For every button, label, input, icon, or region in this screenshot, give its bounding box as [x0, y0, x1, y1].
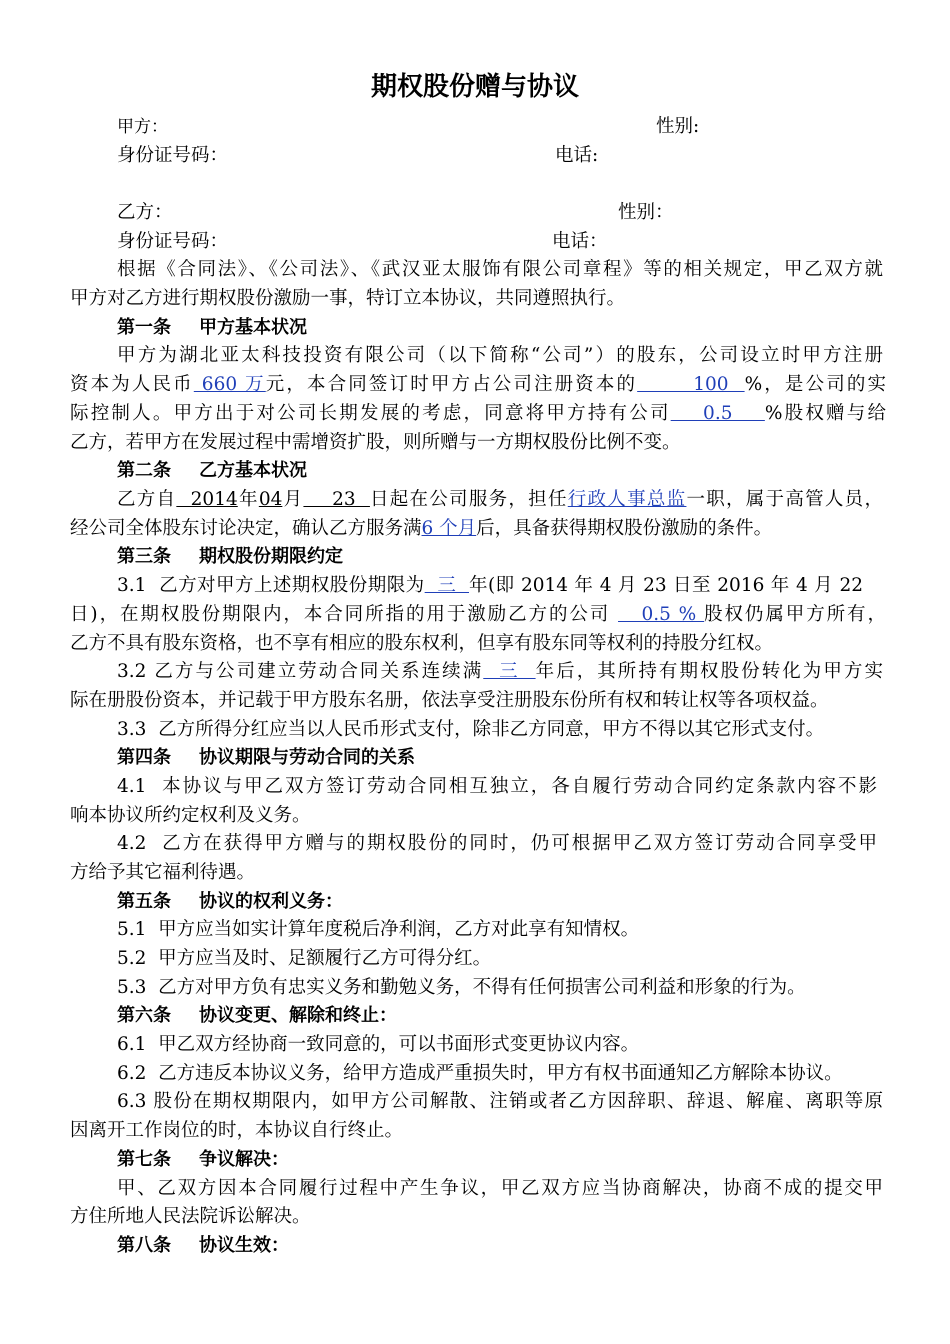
- share-percent-value: 100: [637, 374, 745, 395]
- article-2-title: 乙方基本状况: [199, 460, 307, 481]
- article-4-1-line-2: 响本协议所约定权利及义务。: [70, 805, 311, 826]
- article-3-1-text-b: 年(即 2014 年 4 月 23 日至 2016 年 4 月 22: [469, 575, 863, 596]
- article-1-line-3: [70, 400, 886, 428]
- article-2-l1-text-d: 日起在公司服务，担任: [369, 489, 568, 510]
- article-7-number: 第七条: [117, 1149, 171, 1170]
- article-7-line-1: 甲、乙双方因本合同履行过程中产生争议，甲乙双方应当协商解决，协商不成的提交甲: [117, 1178, 883, 1199]
- article-8-number: 第八条: [117, 1235, 171, 1256]
- article-7-heading: [117, 1146, 289, 1174]
- article-6-1: 6.1 甲乙双方经协商一致同意的，可以书面形式变更协议内容。: [117, 1034, 640, 1055]
- article-5-3: 5.3 乙方对甲方负有忠实义务和勤勉义务，不得有任何损害公司利益和形象的行为。: [117, 977, 806, 998]
- article-3-1-l2-text-a: 日)，在期权股份期限内，本合同所指的用于激励乙方的公司: [70, 604, 619, 625]
- article-2-l2-text-b: 后，具备获得期权股份激励的条件。: [476, 518, 773, 539]
- article-4-2-line-1: 4.2 乙方在获得甲方赠与的期权股份的同时，仍可根据甲乙双方签订劳动合同享受甲: [117, 833, 877, 854]
- start-year-value: 2014: [176, 489, 238, 510]
- article-6-3-line-1: 6.3 股份在期权期限内，如甲方公司解散、注销或者乙方因辞职、辞退、解雇、离职等原: [117, 1091, 883, 1112]
- article-6-3-line-2: 因离开工作岗位的时，本协议自行终止。: [70, 1120, 404, 1141]
- article-2-number: 第二条: [117, 460, 171, 481]
- party-a-label: 甲方：: [117, 117, 168, 137]
- article-3-2-text-b: 年后，其所持有期权股份转化为甲方实: [535, 661, 883, 682]
- article-8-heading: [117, 1232, 289, 1260]
- article-5-number: 第五条: [117, 891, 171, 912]
- article-2-l2-text-a: 经公司全体股东讨论决定，确认乙方服务满: [70, 518, 422, 539]
- article-3-1-l2-text-b: 股权仍属甲方所有，: [704, 604, 886, 625]
- article-6-heading: [117, 1002, 397, 1030]
- article-3-title: 期权股份期限约定: [199, 546, 343, 567]
- article-4-heading: [117, 744, 415, 772]
- party-b-gender-label: 性别：: [618, 202, 674, 223]
- article-1-l2-text-a: 资本为人民币: [70, 374, 194, 395]
- article-3-number: 第三条: [117, 546, 171, 567]
- article-1-number: 第一条: [117, 317, 171, 338]
- service-period-value: 6 个月: [421, 518, 477, 539]
- party-b-id-label: 身份证号码：: [117, 231, 229, 252]
- article-3-1-line-1: [117, 572, 863, 600]
- article-7-line-2: 方住所地人民法院诉讼解决。: [70, 1206, 311, 1227]
- article-1-line-1: 甲方为湖北亚太科技投资有限公司（以下简称“公司”）的股东，公司设立时甲方注册: [117, 345, 883, 366]
- article-1-title: 甲方基本状况: [199, 317, 307, 338]
- article-3-heading: [117, 543, 343, 571]
- article-3-2-text-a: 3.2 乙方与公司建立劳动合同关系连续满: [117, 661, 484, 682]
- article-7-title: 争议解决：: [199, 1149, 289, 1170]
- article-2-line-2: [70, 515, 772, 543]
- start-month-value: 04: [258, 489, 283, 510]
- article-2-l1-text-a: 乙方自: [117, 489, 177, 510]
- article-5-heading: [117, 888, 343, 916]
- incentive-percent-value: 0.5 %: [618, 604, 705, 625]
- article-5-1: 5.1 甲方应当如实计算年度税后净利润，乙方对此享有知情权。: [117, 919, 640, 940]
- party-a-gender-label: 性别:: [656, 116, 700, 137]
- article-6-2: 6.2 乙方违反本协议义务，给甲方造成严重损失时，甲方有权书面通知乙方解除本协议。: [117, 1063, 843, 1084]
- article-5-title: 协议的权利义务：: [199, 891, 343, 912]
- option-term-value: 三: [424, 575, 469, 596]
- document-title: 期权股份赠与协议: [370, 72, 579, 102]
- article-1-l3-text-a: 际控制人。甲方出于对公司长期发展的考虑，同意将甲方持有公司: [70, 403, 671, 424]
- preamble-line-1: 根据《合同法》、《公司法》、《武汉亚太服饰有限公司章程》等的相关规定，甲乙双方就: [117, 259, 883, 280]
- article-8-title: 协议生效：: [199, 1235, 289, 1256]
- article-3-1-line-2: [70, 601, 886, 629]
- party-a-phone-label: 电话:: [555, 145, 599, 166]
- party-a-id-label: 身份证号码：: [117, 145, 229, 166]
- registered-capital-value: 660 万: [193, 374, 266, 395]
- article-3-1-line-3: 乙方不具有股东资格，也不享有相应的股东权利，但享有股东同等权利的持股分红权。: [70, 633, 774, 654]
- article-6-title: 协议变更、解除和终止：: [199, 1005, 397, 1026]
- party-b-label: 乙方：: [117, 202, 173, 223]
- position-value: 行政人事总监: [567, 489, 687, 510]
- preamble-line-2: 甲方对乙方进行期权股份激励一事，特订立本协议，共同遵照执行。: [70, 288, 626, 309]
- article-1-l3-text-b: %股权赠与给: [764, 403, 886, 424]
- labor-term-value: 三: [483, 661, 536, 682]
- article-2-line-1: [117, 486, 883, 514]
- year-unit: 年: [237, 489, 259, 510]
- article-1-heading: [117, 314, 307, 342]
- article-3-3: 3.3 乙方所得分红应当以人民币形式支付，除非乙方同意，甲方不得以其它形式支付。: [117, 719, 825, 740]
- article-1-l2-text-c: %，是公司的实: [744, 374, 886, 395]
- article-4-2-line-2: 方给予其它福利待遇。: [70, 862, 256, 883]
- month-unit: 月: [282, 489, 304, 510]
- article-5-2: 5.2 甲方应当及时、足额履行乙方可得分红。: [117, 948, 492, 969]
- article-2-heading: [117, 457, 307, 485]
- article-4-1-line-1: 4.1 本协议与甲乙双方签订劳动合同相互独立，各自履行劳动合同约定条款内容不影: [117, 776, 877, 797]
- article-2-l1-text-e: 一职，属于高管人员，: [686, 489, 883, 510]
- article-3-2-line-1: [117, 658, 883, 686]
- article-1-l2-text-b: 元，本合同签订时甲方占公司注册资本的: [265, 374, 638, 395]
- article-1-line-4: 乙方，若甲方在发展过程中需增资扩股，则所赠与一方期权股份比例不变。: [70, 432, 681, 453]
- article-1-line-2: [70, 371, 886, 399]
- party-b-phone-label: 电话：: [552, 231, 608, 252]
- article-3-1-text-a: 3.1 乙方对甲方上述期权股份期限为: [117, 575, 425, 596]
- article-3-2-line-2: 际在册股份资本，并记载于甲方股东名册，依法享受注册股东份所有权和转让权等各项权益。: [70, 690, 829, 711]
- gifted-percent-value: 0.5: [670, 403, 765, 424]
- article-4-number: 第四条: [117, 747, 171, 768]
- article-6-number: 第六条: [117, 1005, 171, 1026]
- article-4-title: 协议期限与劳动合同的关系: [199, 747, 415, 768]
- start-day-value: 23: [303, 489, 370, 510]
